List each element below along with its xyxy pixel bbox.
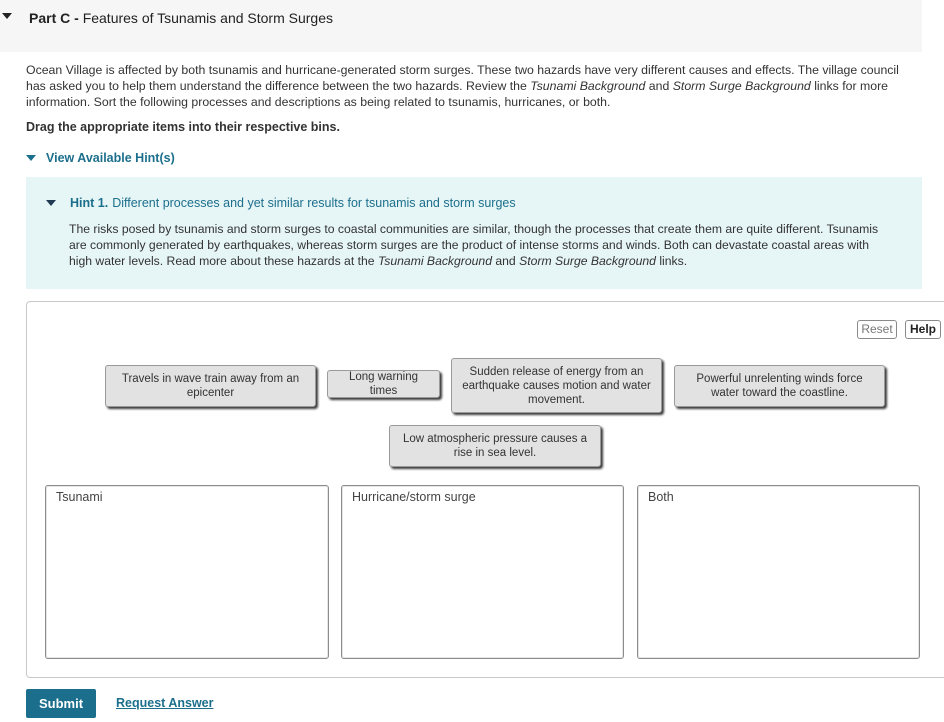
help-button[interactable]: Help (905, 320, 941, 339)
hint-panel (26, 177, 922, 289)
hint-text-part: The risks posed by tsunamis and storm surges to coastal communities are similar, though the processes that create them are quite different. Tsunamis are commonly generated by earthquakes, whereas storm surges are the product of intense storms and winds. Both can devastate coastal areas with high water levels. Read more about these hazards at the (69, 222, 879, 268)
request-answer-link[interactable]: Request Answer (116, 696, 214, 710)
view-hints-toggle[interactable] (26, 150, 175, 166)
chevron-down-icon (46, 200, 56, 206)
tsunami-background-ref: Tsunami Background (377, 254, 492, 268)
hint-title: Different processes and yet similar results for tsunamis and storm surges (112, 196, 516, 210)
hint-text-part: and (491, 254, 520, 268)
hint-text-part: links. (655, 254, 688, 268)
storm-surge-background-ref: Storm Surge Background (672, 79, 811, 93)
hint-text (69, 221, 894, 269)
drag-item-travels-wave-train[interactable]: Travels in wave train away from an epicenter (105, 365, 316, 407)
intro-text: and (645, 79, 673, 93)
reset-button[interactable]: Reset (857, 320, 897, 339)
bin-hurricane-storm-surge[interactable] (341, 485, 624, 659)
drag-item-powerful-winds[interactable]: Powerful unrelenting winds force water toward the coastline. (674, 365, 885, 407)
hint-1-toggle[interactable] (46, 196, 516, 210)
intro-text: links for more information. Sort the following processes and descriptions as being related to tsunamis, hurricanes, or both. (26, 79, 888, 109)
bin-label: Tsunami (50, 488, 109, 506)
part-header[interactable] (0, 0, 922, 52)
drag-item-sudden-release-energy[interactable]: Sudden release of energy from an earthquake causes motion and water movement. (451, 358, 662, 413)
bin-label: Both (642, 488, 680, 506)
part-label: Part C - (29, 10, 79, 26)
drag-item-low-pressure[interactable]: Low atmospheric pressure causes a rise in sea level. (389, 425, 601, 467)
bin-both[interactable] (637, 485, 920, 659)
intro-paragraph (26, 62, 916, 110)
part-title-text: Features of Tsunamis and Storm Surges (82, 10, 333, 26)
bin-label: Hurricane/storm surge (346, 488, 482, 506)
submit-button[interactable]: Submit (26, 689, 96, 718)
tsunami-background-ref: Tsunami Background (530, 79, 646, 93)
intro-text: Ocean Village is affected by both tsunamis and hurricane-generated storm surges. These two hazards have very different causes and effects. The village council has asked you to help them understand the difference between the two hazards. Review the (26, 63, 899, 93)
drag-item-long-warning-times[interactable]: Long warning times (327, 370, 440, 398)
part-title (29, 10, 333, 26)
chevron-down-icon (26, 155, 36, 161)
collapse-caret-icon[interactable] (2, 13, 12, 19)
view-hints-label: View Available Hint(s) (46, 151, 175, 165)
storm-surge-background-ref: Storm Surge Background (519, 254, 656, 268)
instruction-text: Drag the appropriate items into their respective bins. (26, 120, 340, 134)
bin-tsunami[interactable] (45, 485, 329, 659)
hint-number: Hint 1. (70, 196, 109, 210)
